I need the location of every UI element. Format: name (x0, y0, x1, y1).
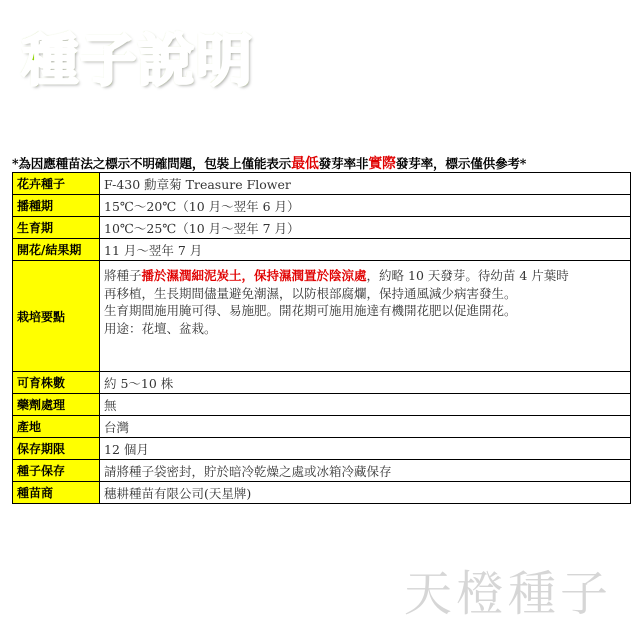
notice-text-2: 發芽率非 (318, 156, 369, 171)
row-label-plant-count: 可育株數 (13, 372, 100, 394)
page-title: 種子說明 (22, 29, 254, 94)
disclaimer-notice (12, 153, 632, 173)
table-row (13, 394, 631, 416)
notice-highlight-lowest: 最低 (291, 156, 319, 172)
row-label-sowing: 播種期 (13, 195, 100, 217)
row-label-storage: 種子保存 (13, 460, 100, 482)
row-value-sowing: 15℃～20℃（10 月～翌年 6 月） (100, 195, 631, 217)
row-value-growth: 10℃～25℃（10 月～翌年 7 月） (100, 217, 631, 239)
row-label-treatment: 藥劑處理 (13, 394, 100, 416)
cultivation-text: ，約略 10 天發芽。待幼苗 4 片葉時 (366, 268, 569, 283)
cultivation-line-4: 用途：花壇、盆栽。 (104, 320, 217, 336)
row-label-variety: 花卉種子 (13, 173, 100, 195)
row-label-flowering: 開花/結果期 (13, 239, 100, 261)
table-row (13, 239, 631, 261)
cultivation-highlight: 播於濕潤細泥炭土，保持濕潤置於陰涼處 (141, 268, 367, 283)
row-label-growth: 生育期 (13, 217, 100, 239)
notice-text-3: 發芽率，標示僅供參考* (395, 156, 527, 171)
row-value-flowering: 11 月～翌年 7 月 (100, 239, 631, 261)
table-row (13, 195, 631, 217)
cultivation-line-1 (104, 267, 626, 285)
row-value-supplier: 穗耕種苗有限公司(天星牌) (100, 482, 631, 504)
row-label-supplier: 種苗商 (13, 482, 100, 504)
table-row (13, 416, 631, 438)
table-row-cultivation (13, 261, 631, 372)
table-row (13, 460, 631, 482)
row-value-shelf-life: 12 個月 (100, 438, 631, 460)
cultivation-text: 將種子 (104, 268, 142, 283)
seed-spec-table (12, 172, 631, 504)
row-label-cultivation: 栽培要點 (13, 261, 100, 372)
row-label-shelf-life: 保存期限 (13, 438, 100, 460)
notice-text-1: *為因應種苗法之標示不明確問題，包裝上僅能表示 (12, 156, 292, 171)
row-value-treatment: 無 (100, 394, 631, 416)
table-row (13, 482, 631, 504)
row-label-origin: 產地 (13, 416, 100, 438)
row-value-variety: F-430 勳章菊 Treasure Flower (100, 173, 631, 195)
notice-highlight-actual: 實際 (368, 156, 396, 172)
row-value-origin: 台灣 (100, 416, 631, 438)
row-value-storage: 請將種子袋密封，貯於暗冷乾燥之處或冰箱冷藏保存 (100, 460, 631, 482)
table-row (13, 217, 631, 239)
watermark: 天橙種子 (403, 566, 612, 622)
table-row (13, 372, 631, 394)
cultivation-line-2: 再移植，生長期間儘量避免潮濕，以防根部腐爛，保持通風減少病害發生。 (104, 285, 517, 301)
row-value-plant-count: 約 5～10 株 (100, 372, 631, 394)
row-value-cultivation (100, 261, 631, 372)
table-row (13, 438, 631, 460)
table-row (13, 173, 631, 195)
cultivation-line-3: 生育期間施用腌可得、易施肥。開花期可施用施達有機開花肥以促進開花。 (104, 303, 517, 318)
